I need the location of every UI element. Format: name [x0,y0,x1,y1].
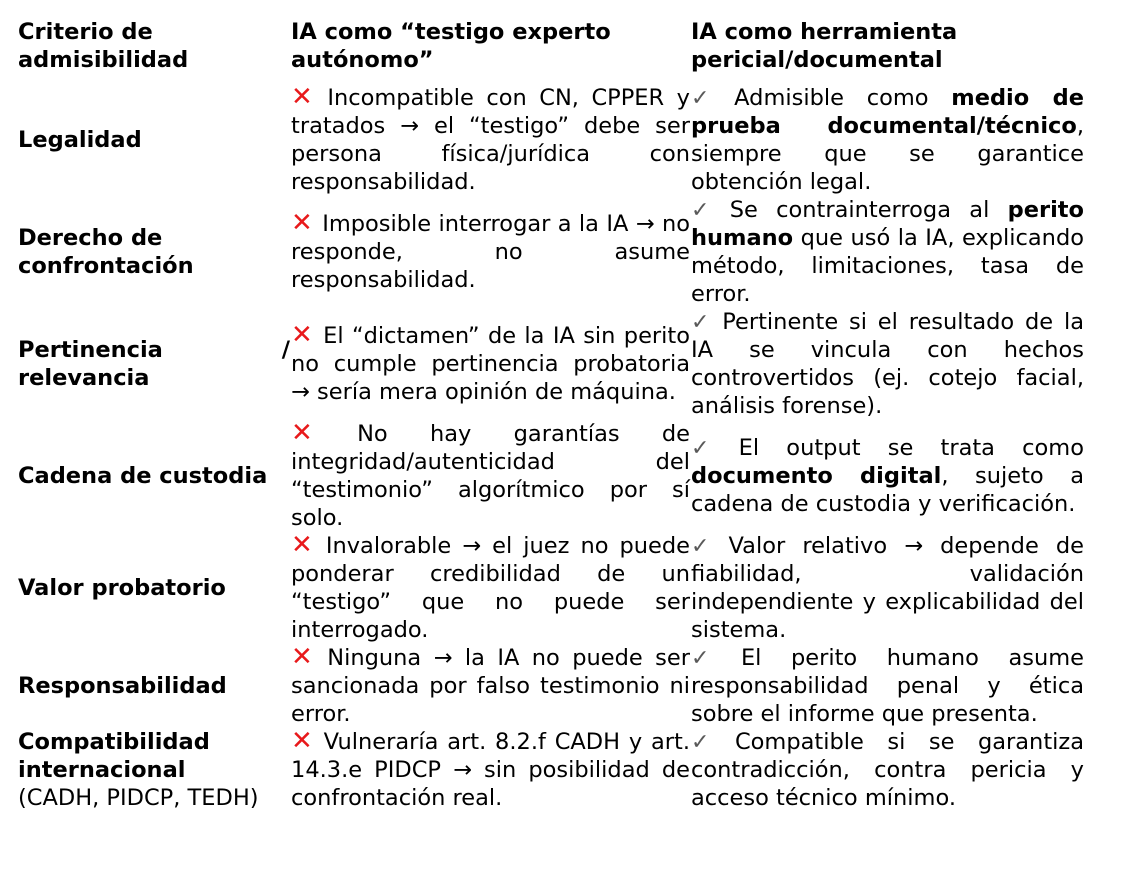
ai-tool-text: que usó la IA, explicando método, limitaciones, tasa de error. [691,225,1084,307]
ai-tool-cell [690,308,1084,420]
ai-witness-text: Incompatible con CN, CPPER y tratados → el “testigo” debe ser persona física/jurídica con responsabilidad. [291,85,690,195]
check-icon: ✓ [691,436,710,461]
check-icon: ✓ [691,730,710,755]
check-icon: ✓ [691,534,710,559]
header-row [18,18,1084,84]
cross-icon: ✕ [291,320,313,350]
cross-icon: ✕ [291,208,313,238]
criterion-cell [18,420,290,532]
ai-tool-text: , siempre que se garantice obtención legal. [691,113,1084,195]
ai-witness-cell [290,728,690,812]
criterion-cell [18,532,290,644]
ai-tool-emphasis: medio de prueba documental/técnico [691,85,1085,139]
criterion-label: Responsabilidad [18,673,227,699]
criterion-cell [18,196,290,308]
admissibility-comparison-table [18,18,1084,812]
criterion-label: Cadena de custodia [18,463,268,489]
table-row [18,84,1084,196]
ai-tool-text: Valor relativo → depende de fiabilidad, validación independiente y explicabilidad del sistema. [691,533,1084,643]
ai-tool-text: Se contrainterroga al [729,197,1008,223]
criterion-label: Derecho de confrontación [18,225,194,279]
table-row [18,644,1084,728]
criterion-label: Pertinencia / relevancia [18,337,290,391]
criterion-cell [18,308,290,420]
ai-tool-cell [690,196,1084,308]
criterion-sublabel: (CADH, PIDCP, TEDH) [18,785,259,811]
criterion-cell [18,728,290,812]
check-icon: ✓ [691,86,710,111]
ai-tool-cell [690,532,1084,644]
table-row [18,532,1084,644]
header-criterion: Criterio de admisibilidad [18,19,189,73]
ai-tool-text: El output se trata como [738,435,1084,461]
check-icon: ✓ [691,198,710,223]
table-row [18,728,1084,812]
ai-witness-cell [290,532,690,644]
ai-tool-text: Pertinente si el resultado de la IA se vincula con hechos controvertidos (ej. cotejo facial, análisis forense). [691,309,1084,419]
ai-witness-text: Imposible interrogar a la IA → no responde, no asume responsabilidad. [291,211,690,293]
ai-witness-cell [290,644,690,728]
ai-witness-text: Invalorable → el juez no puede ponderar credibilidad de un “testigo” que no puede ser interrogado. [291,533,691,643]
cross-icon: ✕ [291,418,313,448]
ai-tool-cell [690,84,1084,196]
ai-tool-cell [690,728,1084,812]
criterion-label: Compatibilidad internacional [18,729,210,783]
criterion-label: Legalidad [18,127,142,153]
criterion-cell [18,644,290,728]
ai-witness-text: Vulneraría art. 8.2.f CADH y art. 14.3.e PIDCP → sin posibilidad de confrontación real. [291,729,690,811]
ai-tool-cell [690,420,1084,532]
table-row [18,196,1084,308]
ai-witness-text: No hay garantías de integridad/autenticidad del “testimonio” algorítmico por sí solo. [291,421,690,531]
criterion-cell [18,84,290,196]
cross-icon: ✕ [291,642,313,672]
header-ai-witness: IA como “testigo experto autónomo” [291,19,611,73]
ai-tool-text: El perito humano asume responsabilidad penal y ética sobre el informe que presenta. [691,645,1085,727]
ai-tool-text: , sujeto a cadena de custodia y verificación. [691,463,1084,517]
criterion-label: Valor probatorio [18,575,226,601]
ai-tool-emphasis: perito humano [691,197,1084,251]
cross-icon: ✕ [291,82,313,112]
check-icon: ✓ [691,646,710,671]
ai-witness-cell [290,196,690,308]
ai-witness-cell [290,84,690,196]
ai-tool-cell [690,644,1084,728]
ai-witness-cell [290,420,690,532]
ai-witness-text: El “dictamen” de la IA sin perito no cumple pertinencia probatoria → sería mera opinión de máquina. [291,323,690,405]
ai-witness-text: Ninguna → la IA no puede ser sancionada por falso testimonio ni error. [291,645,690,727]
ai-tool-emphasis: documento digital [691,463,942,489]
table-row [18,308,1084,420]
ai-witness-cell [290,308,690,420]
ai-tool-text: Compatible si se garantiza contradicción, contra pericia y acceso técnico mínimo. [691,729,1084,811]
check-icon: ✓ [691,310,710,335]
cross-icon: ✕ [291,530,313,560]
cross-icon: ✕ [291,726,313,756]
table-row [18,420,1084,532]
header-ai-tool: IA como herramienta pericial/documental [691,19,958,73]
table-body [18,84,1084,812]
ai-tool-text: Admisible como [734,85,952,111]
